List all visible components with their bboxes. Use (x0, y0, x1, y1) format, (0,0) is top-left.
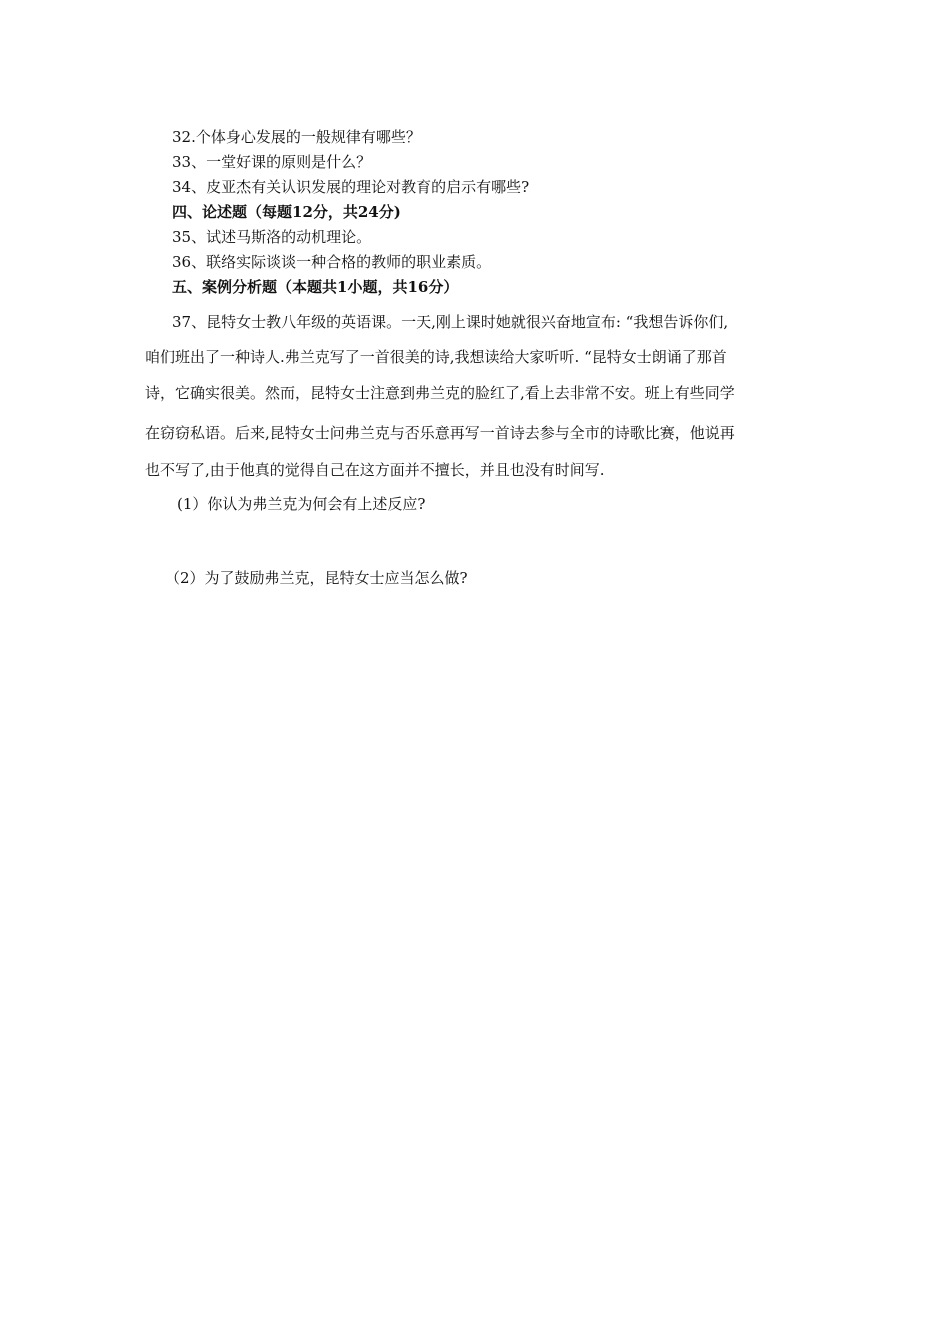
question-34: 34、皮亚杰有关认识发展的理论对教育的启示有哪些? (172, 178, 530, 196)
section-5-heading: 五、案例分析题（本题共1小题，共16分） (172, 278, 459, 296)
case-text-line: 咱们班出了一种诗人.弗兰克写了一首很美的诗,我想读给大家听听. “昆特女士朗诵了那首 (145, 348, 727, 366)
sub-question-2: （2）为了鼓励弗兰克，昆特女士应当怎么做? (165, 569, 468, 587)
question-35: 35、试述马斯洛的动机理论。 (172, 228, 372, 246)
sub-question-1: (1）你认为弗兰克为何会有上述反应? (177, 495, 426, 513)
case-text-line: 37、昆特女士教八年级的英语课。一天,刚上课时她就很兴奋地宣布: “我想告诉你们, (172, 313, 729, 331)
question-32: 32.个体身心发展的一般规律有哪些？ (172, 128, 421, 146)
case-text-line: 诗，它确实很美。然而，昆特女士注意到弗兰克的脸红了,看上去非常不安。班上有些同学 (145, 384, 735, 402)
question-36: 36、联络实际谈谈一种合格的教师的职业素质。 (172, 253, 492, 271)
case-text-line: 也不写了,由于他真的觉得自己在这方面并不擅长，并且也没有时间写. (145, 461, 605, 479)
question-33: 33、一堂好课的原则是什么？ (172, 153, 372, 171)
section-4-heading: 四、论述题（每题12分，共24分) (172, 203, 401, 221)
case-text-line: 在窃窃私语。后来,昆特女士问弗兰克与否乐意再写一首诗去参与全市的诗歌比赛，他说再 (145, 424, 735, 442)
